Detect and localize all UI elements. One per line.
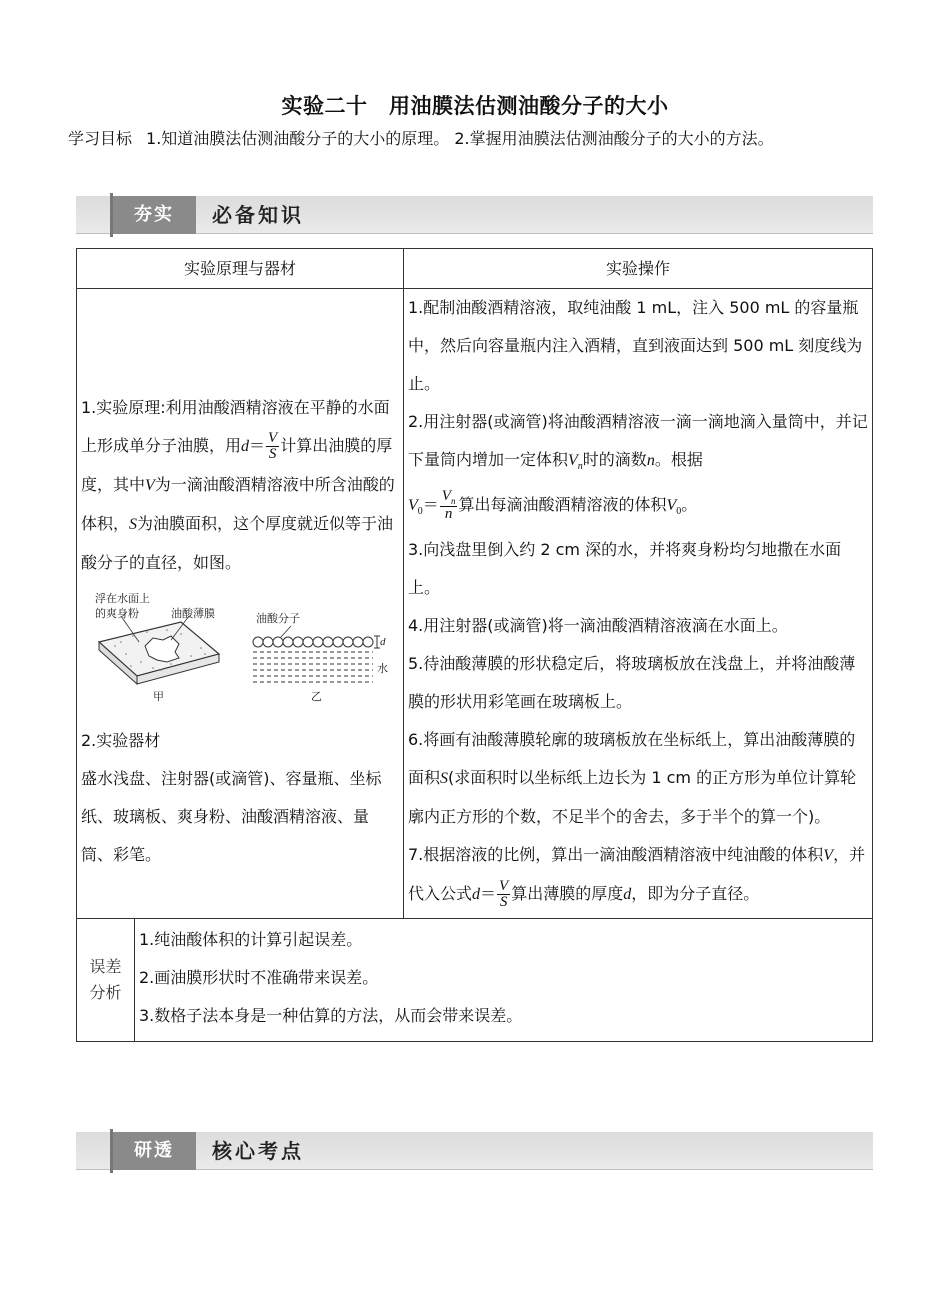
label-molecule: 油酸分子 <box>256 612 300 625</box>
formula-eq: ＝ <box>249 436 266 455</box>
step-7-part: 算出薄膜的厚度 <box>511 884 624 904</box>
fraction-denominator: S <box>268 446 277 462</box>
step-7 <box>408 836 869 914</box>
equipment-text: 盛水浅盘、注射器(或滴管)、容量瓶、坐标纸、玻璃板、爽身粉、油酸酒精溶液、量筒、彩笔。 <box>81 769 382 864</box>
equipment-title: 2.实验器材 <box>81 731 161 750</box>
fraction-denominator: S <box>499 894 508 911</box>
var-v0-repeat: V <box>666 497 677 515</box>
principle-part: 为一滴油酸酒精溶液中所含油酸的体积， <box>81 475 395 533</box>
fraction-numerator-sub: n <box>450 496 456 507</box>
step-2-part: 时的滴数 <box>582 450 647 469</box>
var-v0-sub: 0 <box>417 506 423 518</box>
error-analysis-row <box>77 919 872 1041</box>
error-label-1: 误差 <box>89 957 122 977</box>
goals-label: 学习目标 <box>68 129 133 148</box>
step-2-part: 2.用注射器(或滴管)将油酸酒精溶液一滴一滴地滴入量筒中，并记下量筒内增加一定体积 <box>408 412 868 469</box>
var-v0-sub-repeat: 0 <box>676 506 682 518</box>
formula-eq: ＝ <box>422 495 439 515</box>
table-body <box>77 289 872 919</box>
step-4: 4.用注射器(或滴管)将一滴油酸酒精溶液滴在水面上。 <box>408 616 788 636</box>
label-d: d <box>380 636 386 648</box>
step-6 <box>408 721 869 836</box>
step-2-part: 算出每滴油酸酒精溶液的体积 <box>458 495 667 515</box>
caption-b: 乙 <box>311 690 322 703</box>
experiment-figure <box>81 584 399 704</box>
step-7-part: ，并代入公式 <box>408 845 866 904</box>
banner-tag: 研透 <box>112 1132 196 1170</box>
step-6-part: 6.将画有油酸薄膜轮廓的玻璃板放在坐标纸上，算出油酸薄膜的面积 <box>408 730 856 788</box>
fraction-numerator: V <box>499 878 509 895</box>
step-3: 3.向浅盘里倒入约 2 cm 深的水，并将爽身粉均匀地撒在水面上。 <box>408 540 842 598</box>
var-d: d <box>472 886 481 904</box>
formula-fraction-vs <box>497 879 510 910</box>
col-header-operation: 实验操作 <box>605 259 670 278</box>
operation-cell <box>404 289 872 918</box>
table-header <box>77 249 872 289</box>
step-2 <box>408 403 869 531</box>
fraction-denominator: n <box>444 506 453 523</box>
var-vn-sub: n <box>577 461 583 473</box>
label-powder-2: 的爽身粉 <box>95 607 139 620</box>
var-vn: V <box>568 452 578 469</box>
var-d-repeat: d <box>623 886 632 904</box>
col-header-principle: 实验原理与器材 <box>77 249 404 288</box>
var-n: n <box>646 452 655 469</box>
label-powder-1: 浮在水面上 <box>95 592 150 605</box>
step-5: 5.待油酸薄膜的形状稳定后，将玻璃板放在浅盘上，并将油酸薄膜的形状用彩笔画在玻璃板上。 <box>408 654 856 712</box>
var-v0: V <box>408 497 418 515</box>
principle-part: 为油膜面积，这个厚度就近似等于油酸分子的直径，如图。 <box>81 514 394 572</box>
figure-molecules-b <box>253 626 380 682</box>
step-2-part: 。根据 <box>654 450 703 469</box>
fraction-numerator: V <box>441 488 451 505</box>
fraction-numerator: V <box>268 430 278 446</box>
step-6-part: (求面积时以坐标纸上边长为 1 cm 的正方形为单位计算轮廓内正方形的个数，不足半个的舍去，多于半个的算一个)。 <box>408 768 857 827</box>
banner-tag: 夯实 <box>112 196 196 234</box>
section-banner-basics <box>76 196 873 234</box>
var-v: V <box>145 477 155 494</box>
principle-text <box>81 389 399 582</box>
error-item-2: 2.画油膜形状时不准确带来误差。 <box>139 968 379 988</box>
var-s: S <box>129 516 138 533</box>
error-label <box>77 919 135 1041</box>
goals-text: 1.知道油膜法估测油酸分子的大小的原理。 2.掌握用油膜法估测油酸分子的大小的方法。 <box>146 129 774 148</box>
caption-a: 甲 <box>153 690 164 703</box>
page-title: 实验二十 用油膜法估测油酸分子的大小 <box>281 94 669 118</box>
principle-part: 1.实验原理:利用油酸酒精溶液在平静的水面上形成单分子油膜，用 <box>81 398 390 455</box>
var-s: S <box>440 770 449 788</box>
knowledge-table <box>76 248 873 1042</box>
step-7-part: ，即为分子直径。 <box>631 884 760 904</box>
formula-fraction-vn <box>440 489 458 522</box>
error-content <box>135 919 872 1041</box>
formula-eq: ＝ <box>480 884 497 904</box>
learning-goals <box>68 122 888 156</box>
banner-heading: 核心考点 <box>212 1139 304 1163</box>
formula-d: d <box>241 438 250 455</box>
error-label-2: 分析 <box>89 983 122 1003</box>
step-1: 1.配制油酸酒精溶液，取纯油酸 1 mL，注入 500 mL 的容量瓶中，然后向容量瓶内注入酒精，直到液面达到 500 mL 刻度线为止。 <box>408 298 863 393</box>
figure-tray-a <box>99 616 219 684</box>
var-v: V <box>823 847 834 865</box>
banner-heading: 必备知识 <box>212 203 304 227</box>
label-film: 油酸薄膜 <box>171 607 215 620</box>
principle-part: 计算出油膜的厚度，其中 <box>81 436 393 494</box>
section-banner-core <box>76 1132 873 1170</box>
formula-fraction <box>266 431 279 462</box>
step-2-part: 。 <box>681 495 698 515</box>
step-7-part: 7.根据溶液的比例，算出一滴油酸酒精溶液中纯油酸的体积 <box>408 845 824 865</box>
label-water: 水 <box>377 662 388 675</box>
error-item-3: 3.数格子法本身是一种估算的方法，从而会带来误差。 <box>139 1006 523 1026</box>
principle-cell <box>77 289 404 918</box>
error-item-1: 1.纯油酸体积的计算引起误差。 <box>139 930 363 950</box>
